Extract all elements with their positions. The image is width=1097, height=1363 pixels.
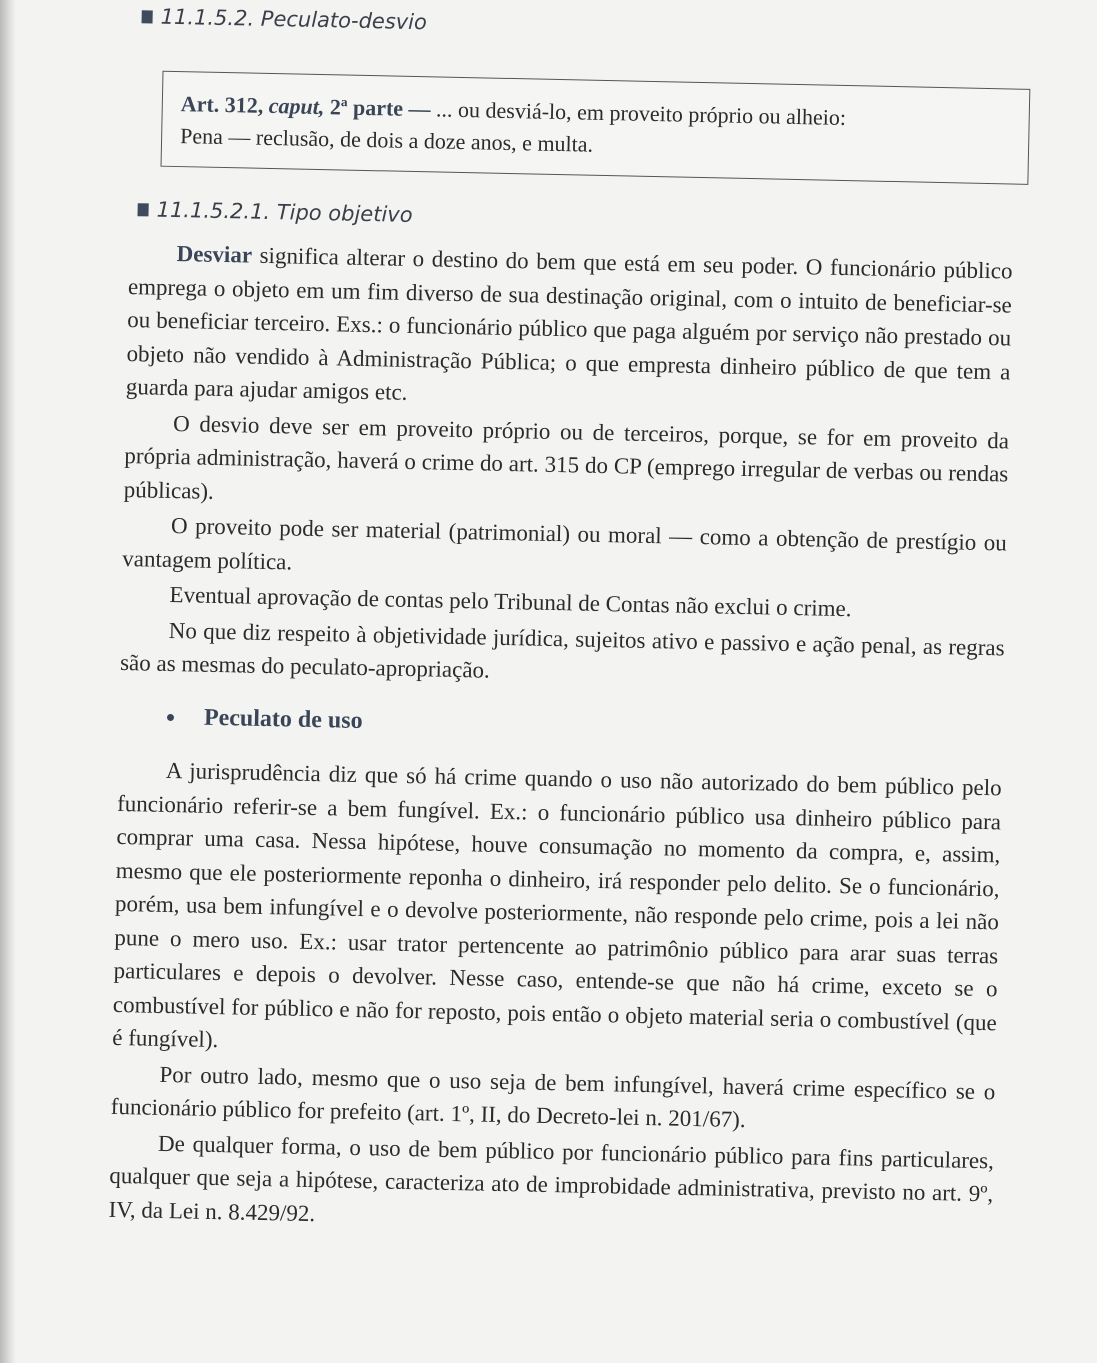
article-part: 2ª parte — — [329, 94, 431, 122]
bullet-dot-icon — [167, 714, 174, 721]
book-page — [108, 0, 1030, 1226]
article-penalty: Pena — reclusão, de dois a doze anos, e multa. — [179, 123, 594, 157]
book-spine-shadow — [0, 0, 16, 1363]
subsection-heading — [137, 197, 412, 227]
section-heading — [141, 4, 427, 34]
square-bullet-icon — [142, 10, 153, 23]
paragraph: A jurisprudência diz que só há crime quando o uso não autorizado do bem público pelo funcionário referir-se a bem fungível. Ex.: o funcionário público usa dinheiro público para comprar uma casa. Nessa hipótese, houve consumação no momento da compra, e, assim, mesmo que ele posteriormente reponha o dinheiro, irá responder pelo delito. Se o funcionário, porém, usa bem infungível e o devolve posteriormente, não responde pelo crime, pois a lei não pune o mero uso. Ex.: usar trator pertencente ao patrimônio público para arar suas terras particulares e depois o devolver. Nesse caso, entende-se que não há crime, exceto se o combustível for público e não for reposto, pois então o objeto material seria o combustível (que é fungível). — [112, 757, 1002, 1053]
paragraph: No que diz respeito à objetividade jurídica, sujeitos ativo e passivo e ação penal, as regras são as mesmas do peculato-apropriação. — [119, 617, 1005, 683]
bullet-heading-text: Peculato de uso — [203, 704, 363, 734]
square-bullet-icon — [137, 203, 148, 216]
paragraph-text: significa alterar o destino do bem que está em seu poder. O funcionário público emprega o objeto em um fim diverso de sua destinação original, com o intuito de beneficiar-se ou beneficiar terceiro. Exs.: o funcionário público que paga alguém por serviço não prestado ou objeto não vendido à Administração Pública; o que empresta dinheiro público de que tem a guarda para ajudar amigos etc. — [125, 242, 1013, 405]
paragraph: Por outro lado, mesmo que o uso seja de bem infungível, haverá crime específico se o funcionário público for prefeito (art. 1º, II, do Decreto-lei n. 201/67). — [110, 1061, 996, 1133]
bullet-heading — [167, 700, 1004, 751]
paragraph-lead-term: Desviar — [176, 241, 253, 268]
subsection-heading-text: 11.1.5.2.1. Tipo objetivo — [156, 197, 413, 227]
body-text — [108, 236, 1013, 1244]
article-text: ... ou desviá-lo, em proveito próprio ou alheio: — [435, 96, 847, 131]
paragraph — [126, 236, 1013, 422]
article-ref: Art. 312, — [180, 91, 264, 118]
paragraph: Eventual aprovação de contas pelo Tribunal de Contas não exclui o crime. — [169, 581, 852, 622]
paragraph: De qualquer forma, o uso de bem público por funcionário público para fins particulares, qualquer que seja a hipótese, caracteriza ato de improbidade administrativa, previsto no art. 9º, IV, da Lei n. 8.429/92. — [108, 1130, 995, 1226]
paragraph: O proveito pode ser material (patrimonial) ou moral — como a obtenção de prestígio ou vantagem política. — [122, 512, 1008, 575]
article-caput: caput, — [268, 92, 325, 120]
paragraph: O desvio deve ser em proveito próprio ou de terceiros, porque, se for em proveito da própria administração, haverá o crime do art. 315 do CP (emprego irregular de verbas ou rendas públicas). — [123, 410, 1010, 504]
law-article-box — [161, 71, 1031, 185]
section-heading-text: 11.1.5.2. Peculato-desvio — [160, 4, 428, 35]
